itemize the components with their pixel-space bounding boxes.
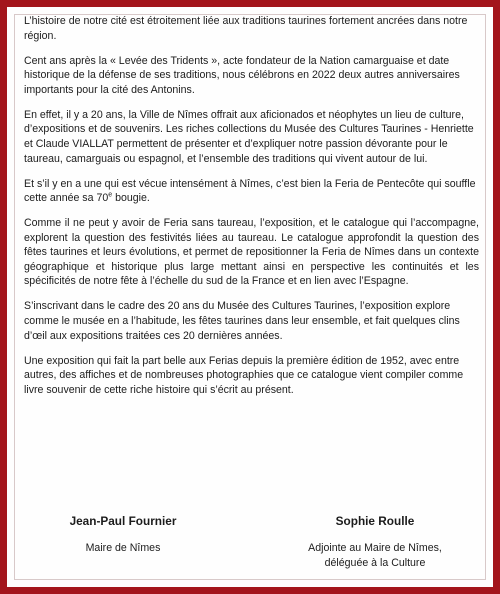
ordinal-suffix: e (108, 191, 113, 199)
paragraph-catalogue: Comme il ne peut y avoir de Feria sans taureau, l’exposition, et le catalogue qui l’accompagne, explorent la question des festivités liées au taureau. Le catalogue approfondit la question des fêtes taurines et leurs évolutions, et permet de repositionner la Feria de Nîmes dans un contexte géographique et historique plus large mettant ainsi en perspective les continuités et les spécificités de notre fête à l’échelle du sud de la France et en lien avec l’Espagne. (24, 217, 479, 288)
signatory-role: Maire de Nîmes (85, 542, 161, 554)
paragraph-exhibition: S’inscrivant dans le cadre des 20 ans du Musée des Cultures Taurines, l’exposition explore comme le musée en a l’habitude, les fêtes taurines dans leur ensemble, et fait quelques clins d’œil aux expositions traitées ces 20 dernières années. (24, 300, 460, 342)
signature-roulle (300, 514, 450, 570)
paragraph-intro: L’histoire de notre cité est étroitement liée aux traditions taurines fortement ancrées dans notre région. (24, 15, 468, 42)
signatory-name: Jean-Paul Fournier (69, 514, 177, 528)
body-text (24, 14, 479, 408)
paragraph-feria-end: bougie. (112, 192, 150, 205)
signatory-name: Sophie Roulle (335, 514, 415, 528)
signatory-role-line2: déléguée à la Culture (324, 556, 426, 569)
signatory-role (300, 541, 450, 570)
signatory-role-line1: Adjointe au Maire de Nîmes, (308, 542, 442, 554)
paragraph-tridents: Cent ans après la « Levée des Tridents », acte fondateur de la Nation camarguaise et date historique de la défense de ses traditions, nous célébrons en 2022 deux autres anniversaires importants pour la cité des Antonins. (24, 54, 460, 96)
paragraph-feria-text: Et s’il y en a une qui est vécue intensément à Nîmes, c’est bien la Feria de Pentecôte qui souffle cette année sa 70 (24, 177, 476, 205)
paragraph-souvenir: Une exposition qui fait la part belle aux Ferias depuis la première édition de 1952, avec entre autres, des affiches et de nombreuses photographies que ce catalogue vient compiler comme livre souvenir de cette riche histoire qui s’écrit au présent. (24, 354, 464, 396)
paragraph-museum: En effet, il y a 20 ans, la Ville de Nîmes offrait aux aficionados et néophytes un lieu de culture, d’expositions et de souvenirs. Les riches collections du Musée des Cultures Taurines - Henriette et Claude VIALLAT permettent de présenter et d’expliquer notre passion dévorante pour le taureau, camarguais ou espagnol, et l’ensemble des traditions qui vivent autour de lui. (24, 108, 474, 165)
signature-fournier (58, 514, 188, 556)
paragraph-feria (24, 177, 479, 206)
